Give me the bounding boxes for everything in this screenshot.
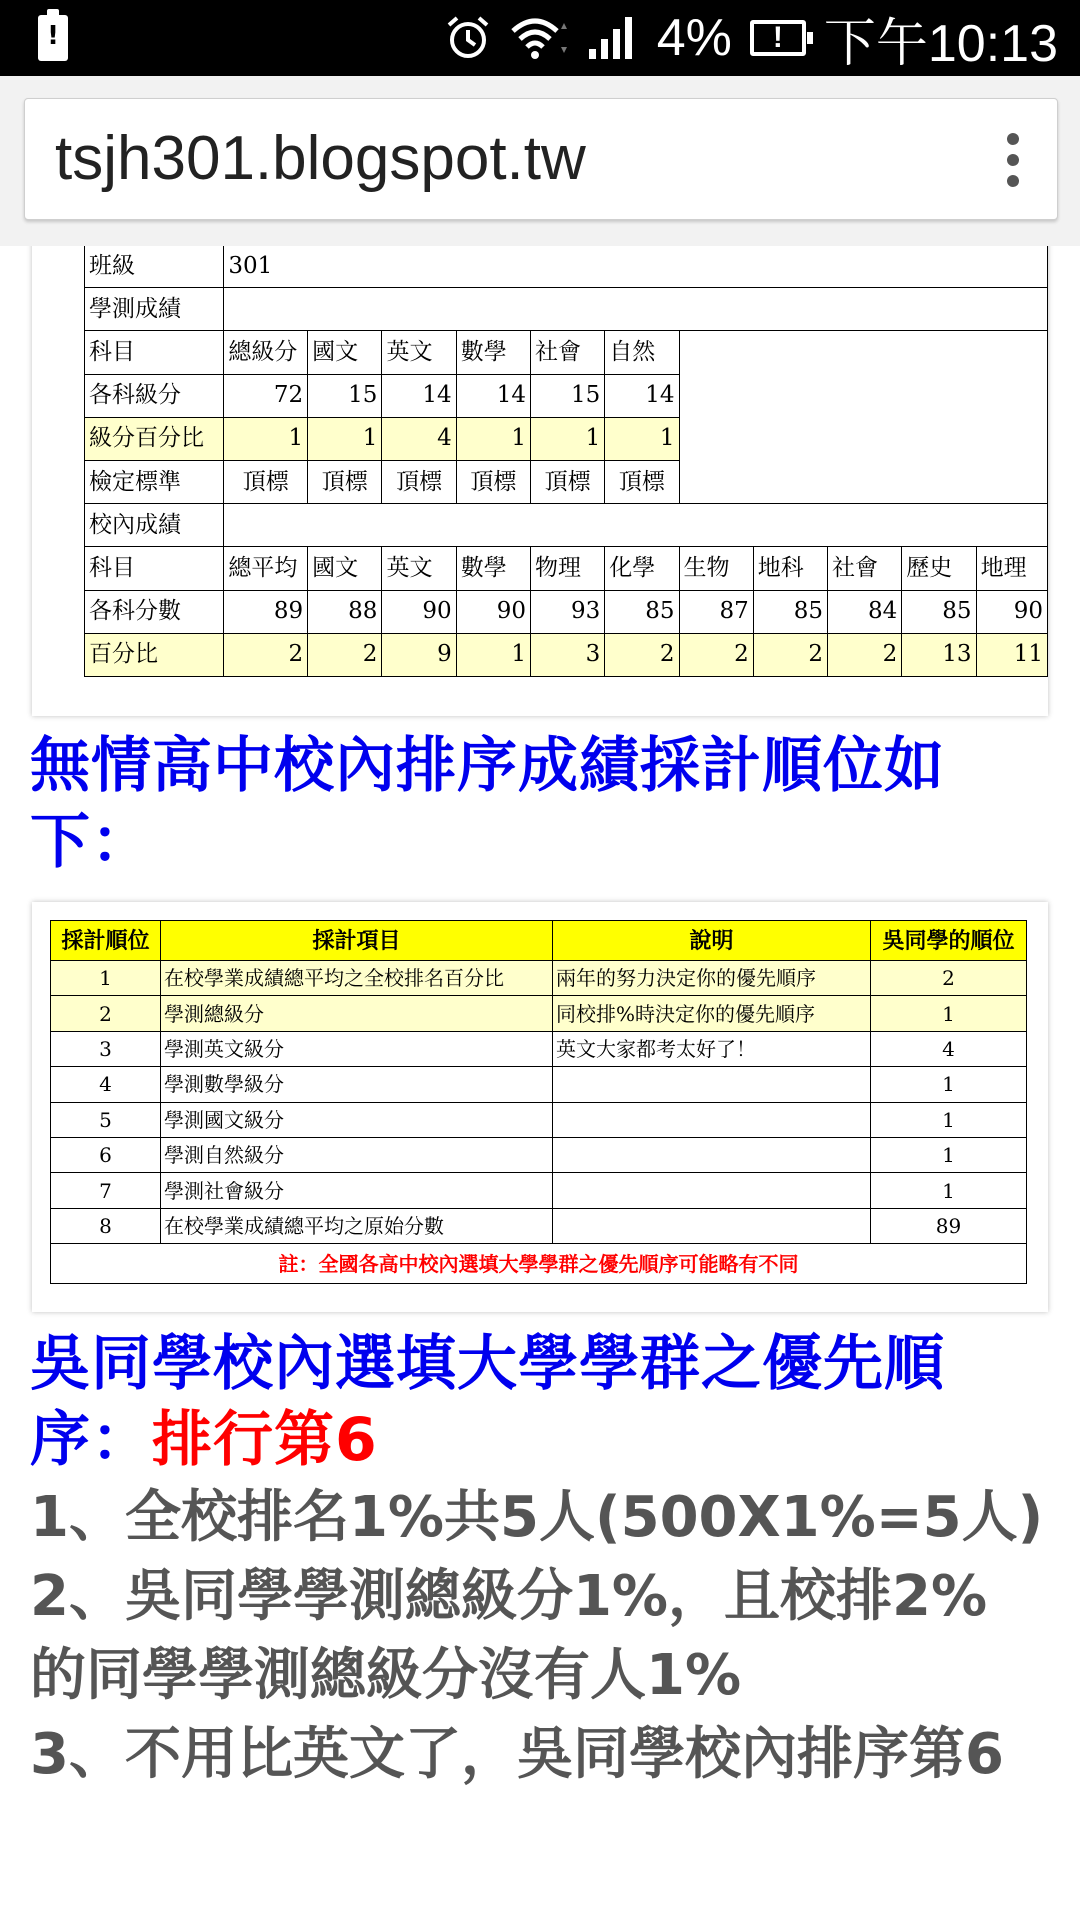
table-cell	[553, 1208, 871, 1243]
url-text[interactable]: tsjh301.blogspot.tw	[55, 124, 586, 193]
clock: 下午10:13	[823, 14, 1058, 73]
table-cell: 地理	[976, 547, 1047, 590]
table-cell: 90	[382, 590, 456, 633]
table-cell: 1	[530, 417, 604, 460]
reason-1: 1、全校排名1%共5人(500X1%=5人)	[30, 1485, 1044, 1550]
table-cell: 1	[871, 1137, 1027, 1172]
table-cell: 歷史	[902, 547, 976, 590]
table-cell: 1	[224, 417, 308, 460]
table-cell: 生物	[679, 547, 753, 590]
table-cell: 頂標	[456, 460, 530, 503]
table-row	[51, 1031, 1027, 1066]
table-note: 註：全國各高中校內選填大學學群之優先順序可能略有不同	[51, 1244, 1027, 1284]
table-cell: 1	[456, 633, 530, 676]
table-cell: 9	[382, 633, 456, 676]
table-cell: 頂標	[308, 460, 382, 503]
table-cell: 同校排%時決定你的優先順序	[553, 996, 871, 1031]
table-cell: 在校學業成績總平均之全校排名百分比	[161, 961, 553, 996]
column-header: 說明	[553, 921, 871, 961]
table-cell: 90	[456, 590, 530, 633]
table-cell: 4	[382, 417, 456, 460]
table-cell: 學測數學級分	[161, 1067, 553, 1102]
table-cell: 15	[530, 374, 604, 417]
table-cell: 數學	[456, 547, 530, 590]
school-label: 校內成績	[85, 504, 224, 547]
heading-ranking-order: 無情高中校內排序成績採計順位如下：	[30, 731, 945, 877]
ranking-table-card	[32, 902, 1048, 1312]
url-bar[interactable]	[24, 98, 1058, 220]
table-cell: 數學	[456, 331, 530, 374]
table-cell: 1	[871, 996, 1027, 1031]
table-cell: 地科	[753, 547, 827, 590]
table-cell: 88	[308, 590, 382, 633]
table-cell: 85	[902, 590, 976, 633]
table-cell: 2	[753, 633, 827, 676]
table-cell: 頂標	[382, 460, 456, 503]
table-cell: 國文	[308, 547, 382, 590]
table-cell: 社會	[530, 331, 604, 374]
table-cell: 化學	[605, 547, 679, 590]
table-cell: 1	[605, 417, 679, 460]
table-cell: 自然	[605, 331, 679, 374]
signal-icon	[587, 15, 639, 61]
table-cell: 7	[51, 1173, 161, 1208]
table-cell: 2	[679, 633, 753, 676]
table-cell: 兩年的努力決定你的優先順序	[553, 961, 871, 996]
table-row	[51, 1244, 1027, 1284]
table-cell: 英文	[382, 331, 456, 374]
table-cell: 學測總級分	[161, 996, 553, 1031]
table-cell: 89	[871, 1208, 1027, 1243]
table-cell: 學測自然級分	[161, 1137, 553, 1172]
table-cell: 4	[51, 1067, 161, 1102]
reason-2: 2、吳同學學測總級分1%，且校排2%的同學學測總級分沒有人1%	[30, 1564, 988, 1708]
table-cell: 頂標	[530, 460, 604, 503]
table-cell: 英文	[382, 547, 456, 590]
table-row	[85, 633, 1048, 676]
sim-alert-icon	[38, 15, 68, 61]
table-cell: 87	[679, 590, 753, 633]
table-cell: 5	[51, 1102, 161, 1137]
more-vert-icon[interactable]	[1007, 133, 1021, 187]
table-cell	[553, 1067, 871, 1102]
table-row	[85, 246, 1048, 288]
table-cell: 1	[456, 417, 530, 460]
table-cell: 84	[828, 590, 902, 633]
table-row	[51, 1137, 1027, 1172]
table-row	[85, 331, 1048, 374]
table-cell: 頂標	[224, 460, 308, 503]
table-cell: 14	[605, 374, 679, 417]
table-cell: 90	[976, 590, 1047, 633]
row-label: 科目	[85, 331, 224, 374]
table-cell: 1	[308, 417, 382, 460]
table-cell: 國文	[308, 331, 382, 374]
ranking-table	[50, 920, 1027, 1284]
table-cell: 1	[871, 1067, 1027, 1102]
table-cell: 89	[224, 590, 308, 633]
table-row	[85, 547, 1048, 590]
table-cell	[553, 1102, 871, 1137]
table-cell: 總級分	[224, 331, 308, 374]
table-cell: 總平均	[224, 547, 308, 590]
table-row	[51, 996, 1027, 1031]
table-cell	[553, 1173, 871, 1208]
table-cell: 3	[51, 1031, 161, 1066]
column-header: 採計項目	[161, 921, 553, 961]
table-cell: 學測國文級分	[161, 1102, 553, 1137]
table-cell: 8	[51, 1208, 161, 1243]
table-row	[85, 460, 1048, 503]
page-content	[0, 246, 1080, 1920]
wifi-icon	[509, 15, 569, 61]
table-cell: 1	[871, 1102, 1027, 1137]
table-cell: 學測社會級分	[161, 1173, 553, 1208]
gsat-label: 學測成績	[85, 288, 224, 331]
table-cell: 頂標	[605, 460, 679, 503]
status-bar	[0, 0, 1080, 76]
reason-3: 3、不用比英文了，吳同學校內排序第6	[30, 1722, 1004, 1787]
table-row	[85, 590, 1048, 633]
table-cell: 2	[605, 633, 679, 676]
table-cell: 6	[51, 1137, 161, 1172]
table-row	[85, 417, 1048, 460]
heading-priority-highlight: 排行第6	[152, 1405, 378, 1475]
class-label: 班級	[85, 246, 224, 288]
table-cell: 93	[530, 590, 604, 633]
table-row	[85, 504, 1048, 547]
row-label: 檢定標準	[85, 460, 224, 503]
column-header: 採計順位	[51, 921, 161, 961]
table-header-row	[51, 921, 1027, 961]
table-row	[51, 1208, 1027, 1243]
battery-percent: 4%	[656, 9, 732, 67]
row-label: 百分比	[85, 633, 224, 676]
table-cell: 11	[976, 633, 1047, 676]
table-cell: 在校學業成績總平均之原始分數	[161, 1208, 553, 1243]
table-row	[51, 1173, 1027, 1208]
table-cell: 1	[51, 961, 161, 996]
score-table-card	[32, 246, 1048, 716]
row-label: 各科分數	[85, 590, 224, 633]
alarm-icon	[445, 15, 491, 61]
table-cell: 85	[605, 590, 679, 633]
table-cell: 學測英文級分	[161, 1031, 553, 1066]
table-cell: 2	[308, 633, 382, 676]
class-value: 301	[224, 246, 1048, 288]
column-header: 吳同學的順位	[871, 921, 1027, 961]
table-cell: 85	[753, 590, 827, 633]
table-cell: 4	[871, 1031, 1027, 1066]
table-cell: 2	[224, 633, 308, 676]
heading-priority	[30, 1326, 1020, 1478]
next-heading-partial	[30, 1898, 1060, 1920]
table-cell: 2	[51, 996, 161, 1031]
table-row	[51, 1067, 1027, 1102]
browser-toolbar	[0, 76, 1080, 246]
table-row	[51, 961, 1027, 996]
table-cell: 社會	[828, 547, 902, 590]
table-cell: 13	[902, 633, 976, 676]
battery-alert-icon: !	[750, 20, 806, 56]
row-label: 級分百分比	[85, 417, 224, 460]
table-cell: 2	[828, 633, 902, 676]
table-cell: 2	[871, 961, 1027, 996]
table-cell: 物理	[530, 547, 604, 590]
table-cell: 14	[382, 374, 456, 417]
heading-priority-text: 吳同學校內選填大學學群之優先順序：	[30, 1329, 945, 1475]
row-label: 各科級分	[85, 374, 224, 417]
table-row	[85, 374, 1048, 417]
score-table	[84, 246, 1048, 677]
row-label: 科目	[85, 547, 224, 590]
table-cell: 英文大家都考太好了！	[553, 1031, 871, 1066]
table-row	[51, 1102, 1027, 1137]
table-cell: 72	[224, 374, 308, 417]
table-cell: 14	[456, 374, 530, 417]
table-cell	[553, 1137, 871, 1172]
table-cell: 3	[530, 633, 604, 676]
table-row	[85, 288, 1048, 331]
table-cell: 1	[871, 1173, 1027, 1208]
table-cell: 15	[308, 374, 382, 417]
